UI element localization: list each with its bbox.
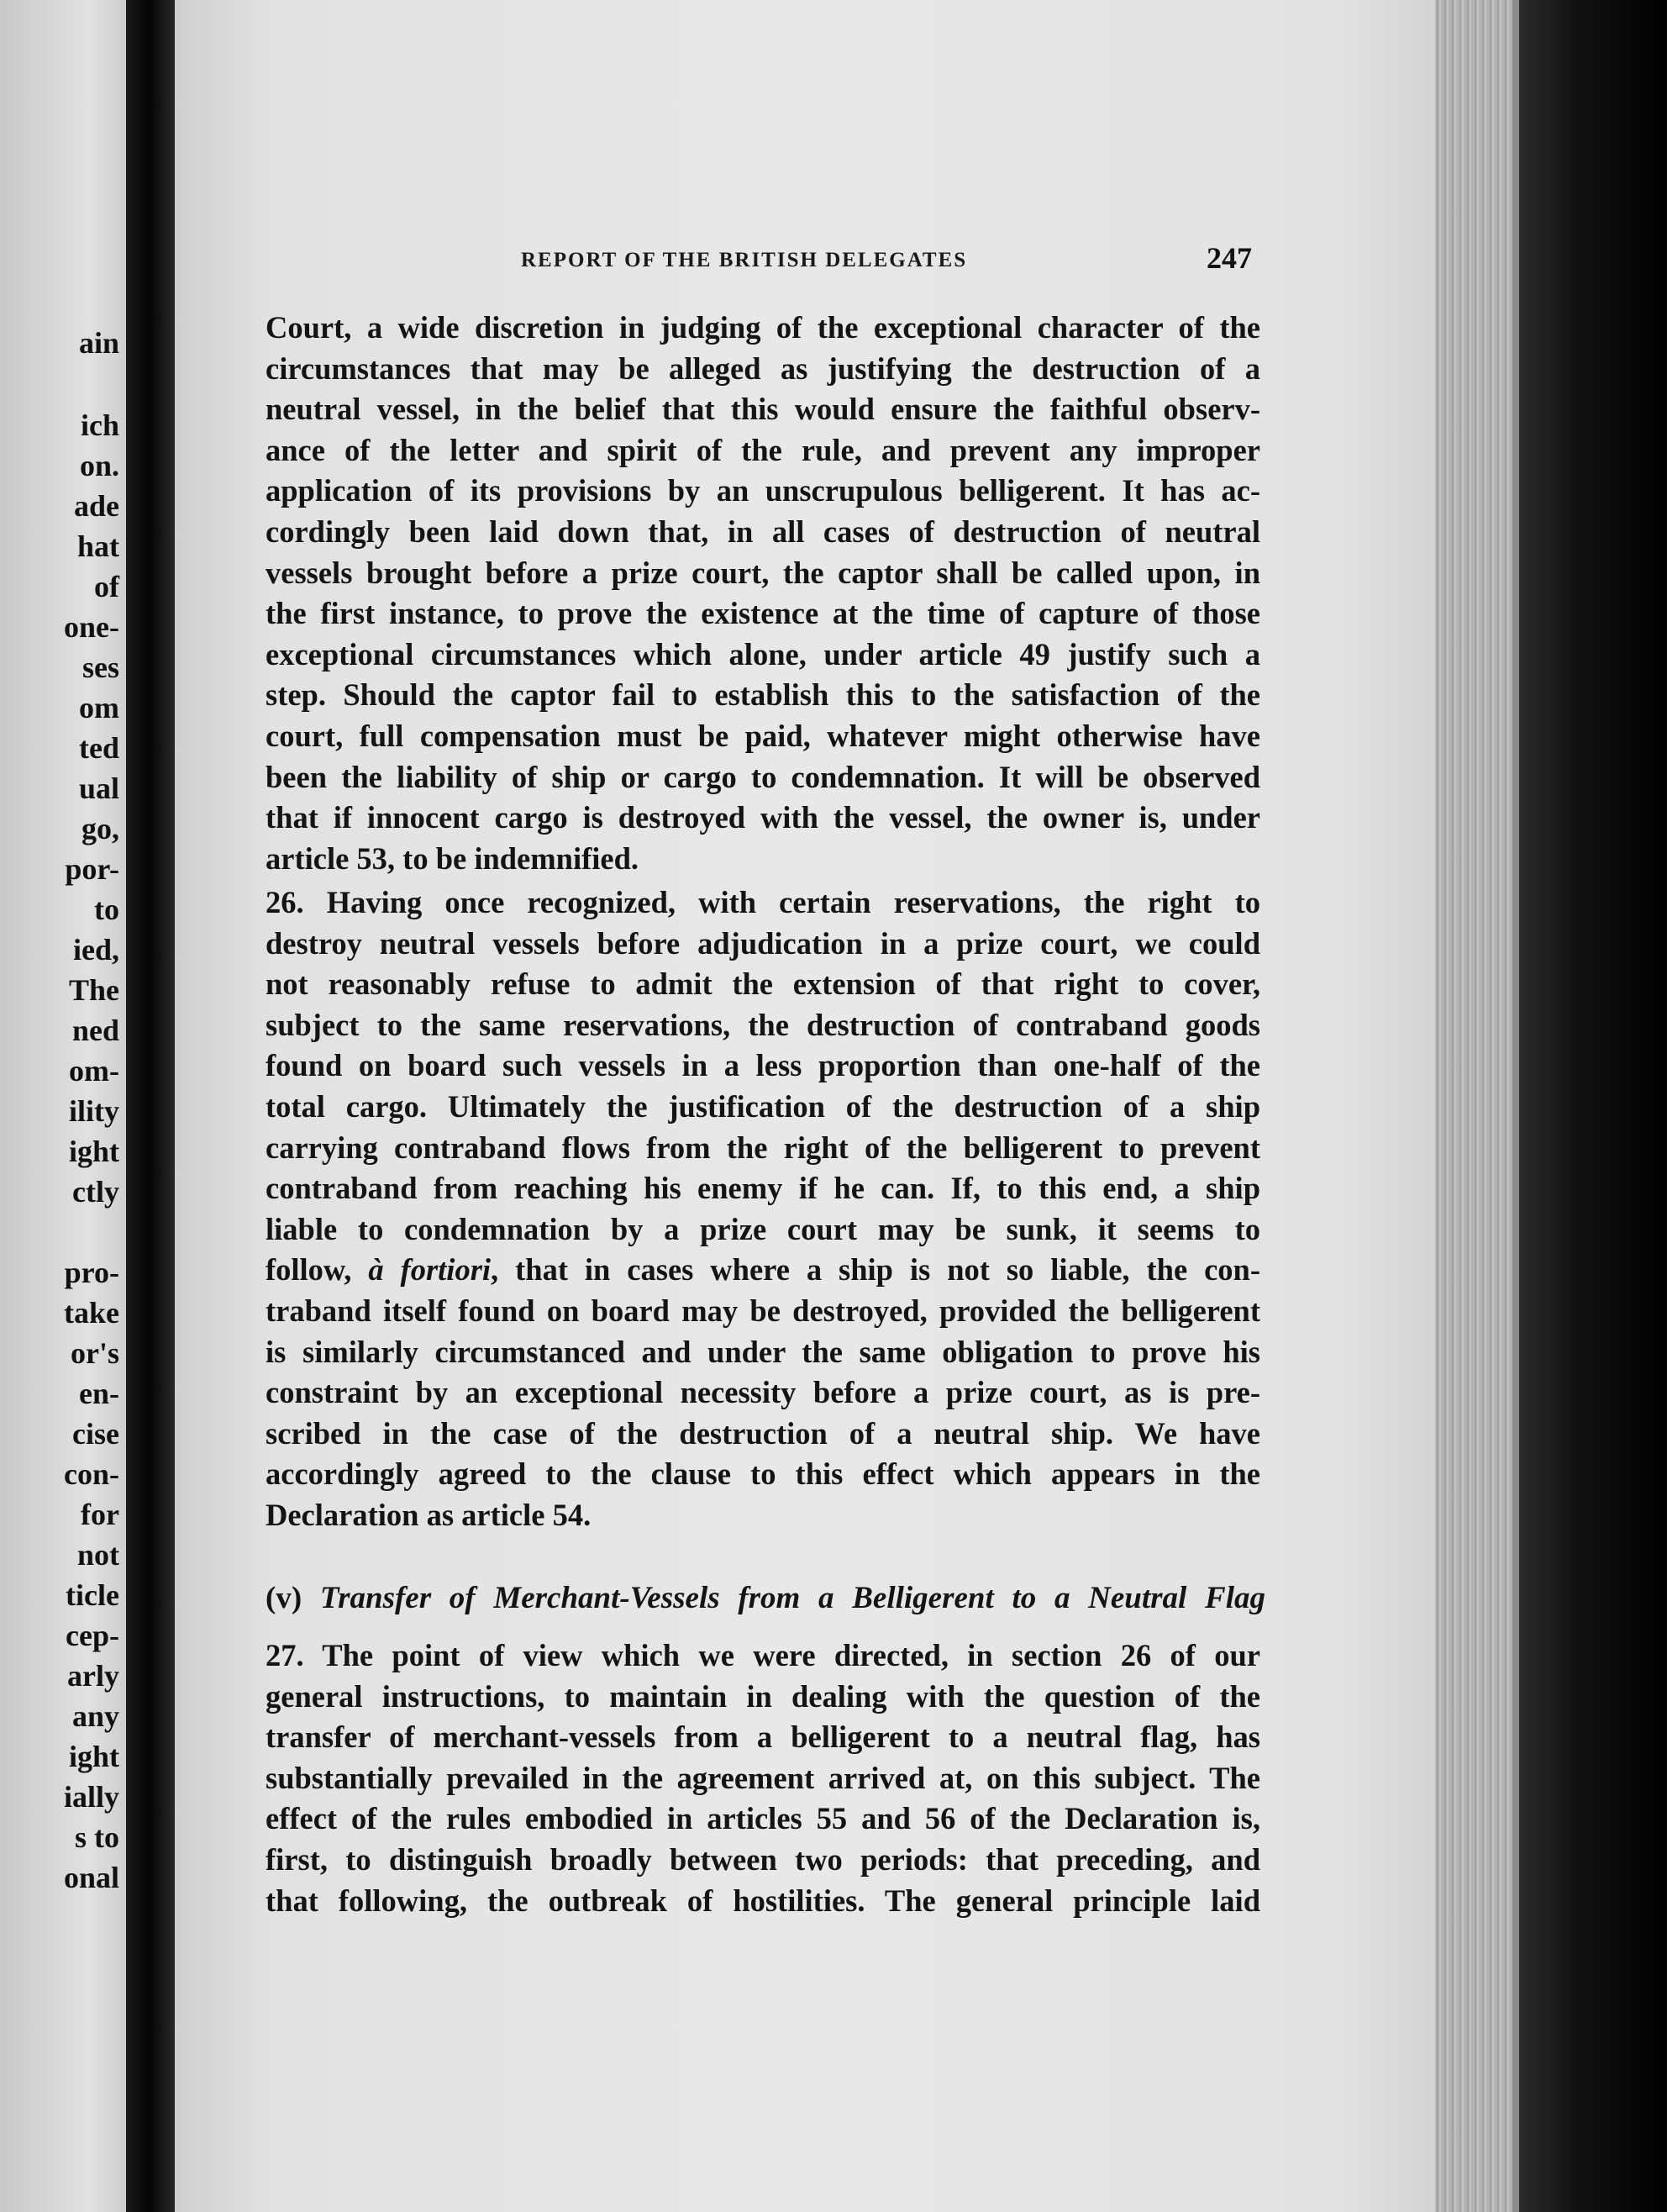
text-line: found on board such vessels in a less proportion than one-half of the — [266, 1048, 1260, 1083]
facing-page-fragment: of — [94, 570, 119, 603]
facing-page — [0, 0, 126, 2212]
text-line: application of its provisions by an unscrupulous belligerent. It has ac- — [266, 473, 1260, 508]
facing-page-fragment: ual — [78, 772, 119, 805]
paragraph-continuation — [266, 308, 1260, 879]
text-line: that following, the outbreak of hostilities. The general principle laid — [266, 1883, 1260, 1918]
facing-page-fragment: arly — [67, 1659, 119, 1693]
facing-page-fragment: go, — [82, 812, 119, 845]
text-line: effect of the rules embodied in articles 55 and 56 of the Declaration is, — [266, 1801, 1260, 1836]
text-line: accordingly agreed to the clause to this effect which appears in the — [266, 1456, 1260, 1492]
text-line: article 53, to be indemnified. — [266, 840, 639, 876]
section-number: (v) — [266, 1581, 302, 1615]
book-gutter — [126, 0, 175, 2212]
facing-page-fragment: take — [64, 1296, 119, 1330]
facing-page-fragment: om — [79, 691, 119, 724]
facing-page-fragment: ade — [74, 489, 119, 523]
text-line: 26. Having once recognized, with certain reservations, the right to — [266, 885, 1260, 919]
facing-page-fragment: ight — [68, 1740, 119, 1773]
facing-page-fragment: en- — [79, 1377, 119, 1410]
text-line: transfer of merchant-vessels from a belligerent to a neutral flag, has — [266, 1720, 1260, 1755]
facing-page-fragment: ned — [71, 1014, 119, 1047]
page-edges — [1435, 0, 1519, 2212]
text-line: constraint by an exceptional necessity before a prize court, as is pre- — [266, 1375, 1260, 1410]
facing-page-fragment: or's — [71, 1336, 119, 1370]
facing-page-fragment: pro- — [64, 1256, 119, 1289]
facing-page-fragment: hat — [76, 529, 119, 563]
section-title: Transfer of Merchant-Vessels from a Belligerent to a Neutral Flag — [319, 1581, 1265, 1615]
facing-page-fragment: ility — [69, 1094, 119, 1128]
facing-page-fragment: s to — [75, 1820, 119, 1854]
facing-page-fragment: onal — [63, 1861, 119, 1894]
text-line: vessels brought before a prize court, the captor shall be called upon, in — [266, 555, 1260, 590]
facing-page-fragment: ich — [80, 408, 119, 442]
text-line: not reasonably refuse to admit the extension of that right to cover, — [266, 966, 1260, 1002]
text-line: traband itself found on board may be destroyed, provided the belligerent — [266, 1293, 1260, 1328]
facing-page-fragment: any — [71, 1699, 119, 1733]
facing-page-fragment: om- — [69, 1054, 119, 1088]
text-line: destroy neutral vessels before adjudication in a prize court, we could — [266, 925, 1260, 961]
text-line: circumstances that may be alleged as justifying the destruction of a — [266, 350, 1260, 386]
background-shadow — [1519, 0, 1667, 2212]
section-heading — [266, 1580, 1265, 1616]
page-number: 247 — [1207, 241, 1252, 275]
facing-page-fragment: ticle — [66, 1578, 119, 1612]
text-line: been the liability of ship or cargo to condemnation. It will be observed — [266, 759, 1260, 794]
text-line: court, full compensation must be paid, whatever might otherwise have — [266, 718, 1260, 753]
text-line: total cargo. Ultimately the justification of the destruction of a ship — [266, 1088, 1260, 1124]
facing-page-fragment: one- — [64, 610, 119, 644]
running-title: REPORT OF THE BRITISH DELEGATES — [521, 249, 968, 271]
facing-page-fragment: con- — [64, 1457, 119, 1491]
text-line: liable to condemnation by a prize court may be sunk, it seems to — [266, 1211, 1260, 1246]
facing-page-fragment: not — [76, 1538, 119, 1572]
text-line: 27. The point of view which we were directed, in section 26 of our — [266, 1638, 1260, 1672]
text-line: that if innocent cargo is destroyed with the vessel, the owner is, under — [266, 800, 1260, 835]
facing-page-fragment: por- — [65, 852, 119, 886]
facing-page-fragment: The — [68, 973, 119, 1007]
text-line: exceptional circumstances which alone, under article 49 justify such a — [266, 636, 1260, 672]
facing-page-fragment: for — [81, 1498, 119, 1531]
text-line: Court, a wide discretion in judging of the exceptional character of the — [266, 310, 1260, 345]
paragraph-27 — [266, 1635, 1260, 1921]
facing-page-fragment: ted — [79, 731, 119, 765]
facing-page-fragment: ight — [68, 1135, 119, 1168]
text-line: subject to the same reservations, the destruction of contraband goods — [266, 1007, 1260, 1042]
text-line: first, to distinguish broadly between two periods: that preceding, and — [266, 1841, 1260, 1877]
text-line: is similarly circumstanced and under the same obligation to prove his — [266, 1334, 1260, 1369]
facing-page-fragment: to — [94, 893, 119, 926]
text-line: Declaration as article 54. — [266, 1497, 592, 1532]
facing-page-fragment: cise — [72, 1417, 119, 1451]
text-line: general instructions, to maintain in dealing with the question of the — [266, 1678, 1260, 1714]
text-line: carrying contraband flows from the right of the belligerent to prevent — [266, 1130, 1260, 1165]
text-line: follow, à fortiori, that in cases where a ship is not so liable, the con- — [266, 1252, 1260, 1288]
facing-page-fragment: ain — [78, 326, 119, 360]
text-line: substantially prevailed in the agreement arrived at, on this subject. The — [266, 1760, 1260, 1795]
facing-page-fragment: ied, — [72, 933, 119, 966]
text-line: ance of the letter and spirit of the rule, and prevent any improper — [266, 432, 1260, 467]
text-line: neutral vessel, in the belief that this would ensure the faithful observ- — [266, 392, 1260, 427]
italic-phrase: à fortiori — [368, 1252, 492, 1288]
facing-page-fragment: on. — [79, 449, 119, 482]
text-line: cordingly been laid down that, in all cases of destruction of neutral — [266, 514, 1260, 549]
paragraph-26 — [266, 882, 1260, 1536]
facing-page-fragment: ses — [82, 650, 119, 684]
text-line: scribed in the case of the destruction of a neutral ship. We have — [266, 1415, 1260, 1451]
text-line: step. Should the captor fail to establish this to the satisfaction of the — [266, 677, 1260, 713]
text-line: the first instance, to prove the existence at the time of capture of those — [266, 596, 1260, 631]
facing-page-fragment: ially — [63, 1780, 119, 1814]
facing-page-fragment: cep- — [66, 1619, 119, 1652]
facing-page-fragment: ctly — [72, 1175, 119, 1209]
text-line: contraband from reaching his enemy if he can. If, to this end, a ship — [266, 1171, 1260, 1206]
